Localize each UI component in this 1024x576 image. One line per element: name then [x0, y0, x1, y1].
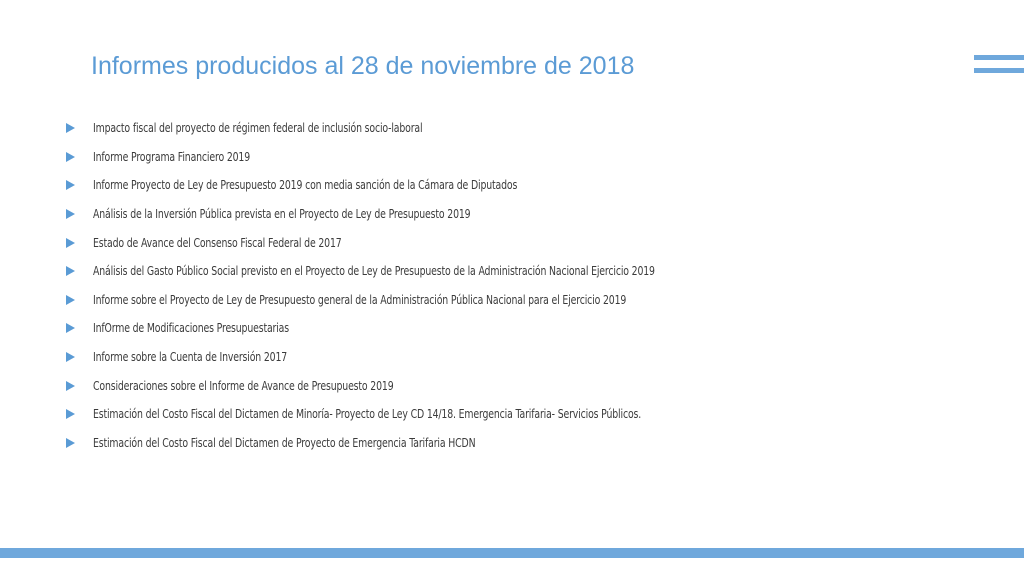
triangle-right-icon [66, 295, 75, 305]
list-item [66, 114, 813, 143]
list-item [66, 343, 813, 372]
menu-bar-top [974, 55, 1024, 60]
slide-title: Informes producidos al 28 de noviembre de 2018 [91, 52, 635, 80]
triangle-right-icon [66, 381, 75, 391]
triangle-right-icon [66, 238, 75, 248]
list-item-text: Estimación del Costo Fiscal del Dictamen de Minoría- Proyecto de Ley CD 14/18. Emergencia Tarifaria- Servicios Públicos. [93, 407, 642, 422]
list-item-text: Informe Proyecto de Ley de Presupuesto 2019 con media sanción de la Cámara de Diputados [93, 178, 518, 193]
triangle-right-icon [66, 409, 75, 419]
triangle-right-icon [66, 152, 75, 162]
list-item [66, 314, 813, 343]
list-item [66, 171, 813, 200]
menu-bar-bottom [974, 68, 1024, 73]
list-item [66, 143, 813, 172]
triangle-right-icon [66, 323, 75, 333]
list-item-text: Informe sobre la Cuenta de Inversión 2017 [93, 350, 288, 365]
triangle-right-icon [66, 266, 75, 276]
list-item [66, 257, 813, 286]
list-item-text: InfOrme de Modificaciones Presupuestarias [93, 321, 289, 336]
list-item-text: Análisis del Gasto Público Social previsto en el Proyecto de Ley de Presupuesto de la Administración Nacional Ejercicio 2019 [93, 264, 655, 279]
list-item-text: Impacto fiscal del proyecto de régimen federal de inclusión socio-laboral [93, 121, 423, 136]
list-item-text: Consideraciones sobre el Informe de Avance de Presupuesto 2019 [93, 378, 394, 393]
list-item [66, 286, 813, 315]
list-item-text: Análisis de la Inversión Pública prevista en el Proyecto de Ley de Presupuesto 2019 [93, 207, 471, 222]
triangle-right-icon [66, 209, 75, 219]
list-item-text: Estimación del Costo Fiscal del Dictamen de Proyecto de Emergencia Tarifaria HCDN [93, 435, 476, 450]
list-item-text: Informe Programa Financiero 2019 [93, 149, 251, 164]
list-item [66, 228, 813, 257]
list-item-text: Informe sobre el Proyecto de Ley de Presupuesto general de la Administración Pública Nacional para el Ejercicio 2019 [93, 292, 627, 307]
triangle-right-icon [66, 123, 75, 133]
triangle-right-icon [66, 180, 75, 190]
triangle-right-icon [66, 352, 75, 362]
report-list [66, 114, 813, 457]
list-item [66, 400, 813, 429]
list-item [66, 371, 813, 400]
triangle-right-icon [66, 438, 75, 448]
list-item [66, 429, 813, 458]
list-item [66, 200, 813, 229]
footer-bar [0, 548, 1024, 558]
list-item-text: Estado de Avance del Consenso Fiscal Federal de 2017 [93, 235, 342, 250]
